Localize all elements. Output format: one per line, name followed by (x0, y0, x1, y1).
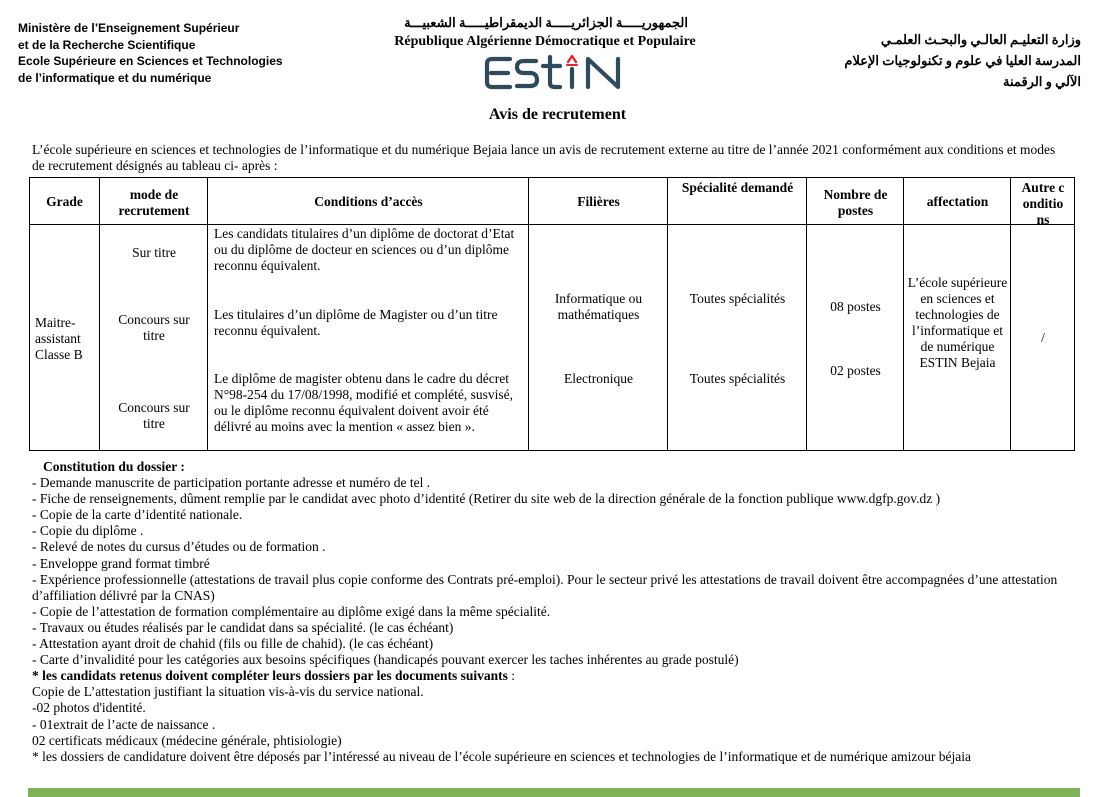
filiere-informatique: Informatique ou mathématiques (554, 291, 643, 322)
page-title: Avis de recrutement (488, 106, 627, 123)
retained-heading: * les candidats retenus doivent compléter leurs dossiers par les documents suivants (32, 668, 508, 684)
dossier-item: - Copie du diplôme . (32, 523, 144, 539)
header-conditions: Conditions d’accès (314, 194, 423, 209)
ministry-line: et de la Recherche Scientifique (18, 37, 196, 52)
final-note: * les dossiers de candidature doivent être déposés par l’intéressé au niveau de l’école supérieure en sciences et technologies de l’informatique et de numérique amizour béjaia (32, 748, 972, 764)
ministry-line-ar: الآلي و الرقمنة (1003, 74, 1081, 89)
ministry-line: Ecole Supérieure en Sciences et Technologies (18, 54, 283, 68)
retained-colon: : (507, 668, 516, 684)
retained-item: 02 certificats médicaux (médecine générale, phtisiologie) (32, 732, 342, 748)
mode-concours-1: Concours sur titre (118, 312, 190, 343)
dossier-heading: Constitution du dossier : (43, 459, 185, 474)
republic-name-french: République Algérienne Démocratique et Populaire (394, 34, 696, 49)
retained-heading-line (32, 668, 1092, 684)
affectation-cell: L’école supérieure en sciences et technologies de l’informatique et de numérique ESTIN Bejaia (907, 275, 1008, 370)
footer-bar (28, 788, 1080, 797)
republic-name-arabic: الجمهوريـــــة الجزائريـــــة الديمقراطيـــــة الشعبيـــة (404, 15, 688, 30)
retained-item: Copie de L’attestation justifiant la situation vis-à-vis du service national. (32, 684, 424, 700)
header-mode: mode de recrutement (118, 187, 190, 218)
ministry-line-ar: وزارة التعليـم العالـي والبحـث العلمـي (880, 32, 1081, 47)
header-specialite: Spécialité demandé (681, 180, 794, 195)
dossier-item: - Enveloppe grand format timbré (32, 555, 210, 571)
intro-paragraph: L’école supérieure en sciences et technologies de l’informatique et du numérique Bejaia lance un avis de recrutement externe au titre de l’année 2021 conformément aux conditions et modes de recrutement désignés au tableau ci- après : (32, 142, 1056, 173)
header-nombre: Nombre de postes (823, 187, 888, 218)
specialite-2: Toutes spécialités (689, 371, 786, 386)
ministry-line-ar: المدرسة العليا في علوم و تكنولوجيات الإعلام (844, 53, 1081, 68)
dossier-item: - Relevé de notes du cursus d’études ou de formation . (32, 539, 326, 555)
mode-concours-2: Concours sur titre (118, 400, 190, 431)
header-filieres: Filières (577, 194, 620, 209)
estin-logo (484, 53, 628, 93)
dossier-item: - Demande manuscrite de participation portante adresse et numéro de tel . (32, 475, 431, 491)
dossier-item: - Expérience professionnelle (attestations de travail plus copie conforme des Contrats pré-emploi). Pour le secteur privé les attestations de travail doivent être accompagnées d’une attestation d’affiliation délivré par la CNAS) (32, 571, 1058, 603)
ministry-line: Ministère de l’Enseignement Supérieur (18, 21, 240, 35)
dossier-item: - Copie de la carte d’identité nationale. (32, 507, 243, 523)
dossier-item: - Copie de l’attestation de formation complémentaire au diplôme exigé dans la même spécialité. (32, 603, 551, 619)
header-affectation: affectation (926, 194, 989, 209)
dossier-section (32, 459, 1092, 765)
header-autre: Autre conditio ns (1021, 180, 1065, 227)
filiere-electronique: Electronique (564, 371, 633, 386)
retained-item: - 01extrait de l’acte de naissance . (32, 716, 216, 732)
condition-magister: Les titulaires d’un diplôme de Magister ou d’un titre reconnu équivalent. (214, 307, 498, 338)
specialite-1: Toutes spécialités (689, 291, 786, 306)
ministry-header-ar (781, 29, 1081, 92)
dossier-item: - Fiche de renseignements, dûment remplie par le candidat avec photo d’identité (Retirer du site web de la direction générale de la fonction publique www.dgfp.gov.dz ) (32, 491, 941, 507)
header-grade: Grade (46, 194, 83, 209)
dossier-item: - Travaux ou études réalisés par le candidat dans sa spécialité. (le cas échéant) (32, 619, 454, 635)
ministry-line: de l’informatique et du numérique (18, 70, 212, 85)
condition-decret: Le diplôme de magister obtenu dans le cadre du décret N°98-254 du 17/08/1998, modifié et complété, susvisé, ou le diplôme reconnu équivalent doivent avoir été délivré au moins avec la mention « assez bien ». (214, 371, 513, 434)
dossier-item: - Carte d’invalidité pour les catégories aux besoins spécifiques (handicapés pouvant exercer les taches inhérentes au grade postulé) (32, 652, 739, 668)
grade-cell: Maitre-assistant Classe B (35, 315, 83, 362)
ministry-header-fr (18, 20, 283, 86)
retained-item: -02 photos d'identité. (32, 700, 146, 716)
nombre-postes-1: 08 postes (830, 299, 881, 314)
autre-cell: / (1041, 330, 1045, 345)
nombre-postes-2: 02 postes (830, 363, 881, 378)
mode-sur-titre: Sur titre (132, 245, 176, 260)
condition-doctorat: Les candidats titulaires d’un diplôme de doctorat d’Etat ou du diplôme de docteur en sciences ou d’un diplôme reconnu équivalent. (214, 226, 515, 273)
dossier-item: - Attestation ayant droit de chahid (fils ou fille de chahid). (le cas échéant) (32, 636, 434, 652)
